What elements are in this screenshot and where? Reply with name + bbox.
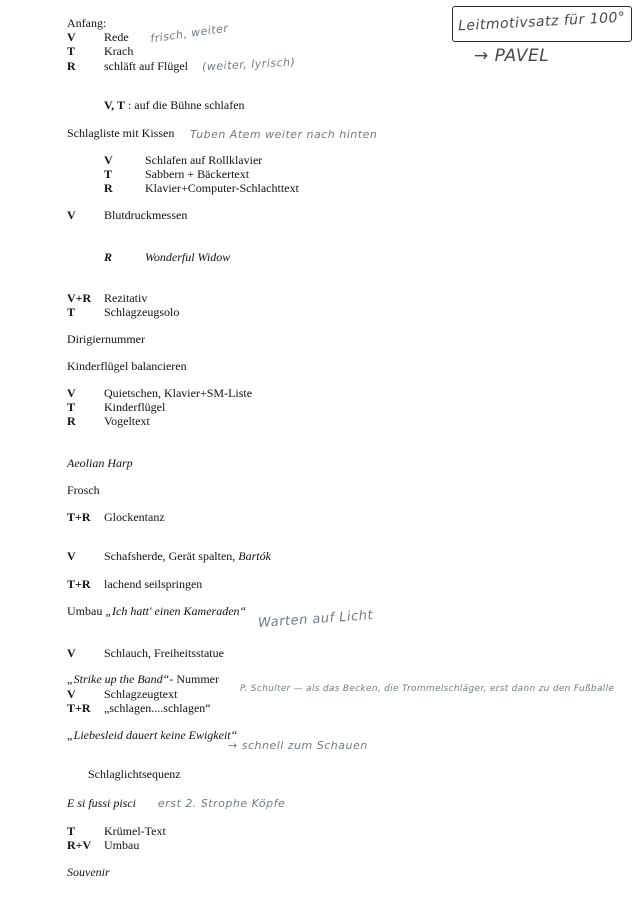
line-text: Blutdruckmessen: [104, 208, 188, 222]
umbau-label: Umbau: [67, 604, 103, 618]
role-label: V+R: [67, 291, 92, 305]
vt-line: [104, 98, 245, 112]
role-label: T: [104, 167, 113, 181]
song-title: E si fussi pisci: [67, 796, 137, 810]
role-label: R+V: [67, 838, 92, 852]
handwritten-note: frisch, weiter: [149, 21, 230, 46]
line-text: Glockentanz: [104, 510, 165, 524]
role-label: R: [67, 59, 76, 73]
line-text: Schlagzeugsolo: [104, 305, 180, 319]
strike-line: [67, 672, 219, 686]
line-text: Rezitativ: [104, 291, 148, 305]
line-text: Rede: [104, 30, 129, 44]
song-title: „Ich hatt' einen Kameraden“: [105, 604, 247, 618]
section-heading: Dirigiernummer: [67, 332, 145, 346]
section-heading: Schlaglichtsequenz: [88, 767, 181, 781]
role-label: V: [67, 208, 76, 222]
role-label: R: [104, 250, 113, 264]
song-title: „Strike up the Band“: [67, 672, 170, 686]
line-text: Schlauch, Freiheitsstatue: [104, 646, 224, 660]
schaf-line: [104, 549, 271, 563]
line-text: - Nummer: [169, 672, 219, 686]
handwritten-note: erst 2. Strophe Köpfe: [158, 797, 286, 810]
role-label: T+R: [67, 510, 91, 524]
handwritten-note: P. Schulter — als das Becken, die Trommelschläger, erst dann zu den Fußballe: [240, 684, 615, 694]
section-heading: Kinderflügel balancieren: [67, 359, 187, 373]
section-heading: Frosch: [67, 483, 100, 497]
line-text: Kinderflügel: [104, 400, 166, 414]
handwritten-note: → schnell zum Schauen: [228, 739, 368, 752]
role-label: V: [67, 386, 76, 400]
role-label: T+R: [67, 577, 91, 591]
role-label: V: [67, 646, 76, 660]
song-title: Wonderful Widow: [145, 250, 231, 264]
role-label: T: [67, 824, 76, 838]
handwritten-note: → PAVEL: [474, 46, 550, 66]
role-label: T+R: [67, 701, 91, 715]
line-text: lachend seilspringen: [104, 577, 203, 591]
handwritten-note: Warten auf Licht: [257, 608, 374, 631]
line-text: Schafsherde, Gerät spalten,: [104, 549, 236, 563]
line-text: Schlagzeugtext: [104, 687, 178, 701]
role-label: V: [104, 153, 113, 167]
schlagliste-heading: Schlagliste mit Kissen: [67, 126, 175, 140]
role-label: R: [104, 181, 113, 195]
umbau-line: [67, 604, 246, 618]
line-text: Krümel-Text: [104, 824, 166, 838]
song-title: Souvenir: [67, 865, 110, 879]
line-text: Umbau: [104, 838, 140, 852]
role-label: T: [67, 305, 76, 319]
song-title: Aeolian Harp: [67, 456, 133, 470]
composer-name: Bartók: [238, 549, 271, 563]
line-text: schläft auf Flügel: [104, 59, 188, 73]
handwritten-note: Tuben Atem weiter nach hinten: [190, 128, 378, 141]
line-text: Klavier+Computer-Schlachttext: [145, 181, 299, 195]
handwritten-note: Leitmotivsatz für 100°: [457, 9, 626, 35]
line-text: Schlafen auf Rollklavier: [145, 153, 263, 167]
line-text: Krach: [104, 44, 134, 58]
role-label: T: [67, 400, 76, 414]
line-text: „schlagen....schlagen“: [104, 701, 211, 715]
line-text: Vogeltext: [104, 414, 150, 428]
line-text: Quietschen, Klavier+SM-Liste: [104, 386, 253, 400]
song-title: „Liebesleid dauert keine Ewigkeit“: [67, 728, 238, 742]
anfang-heading: Anfang:: [67, 16, 107, 30]
line-text: : auf die Bühne schlafen: [127, 98, 245, 112]
handwritten-note: (weiter, lyrisch): [201, 55, 296, 74]
role-label: V: [67, 687, 76, 701]
line-text: Sabbern + Bäckertext: [145, 167, 250, 181]
role-label: R: [67, 414, 76, 428]
role-label: V: [67, 30, 76, 44]
role-label: T: [67, 44, 76, 58]
role-label: V, T: [104, 98, 125, 112]
role-label: V: [67, 549, 76, 563]
